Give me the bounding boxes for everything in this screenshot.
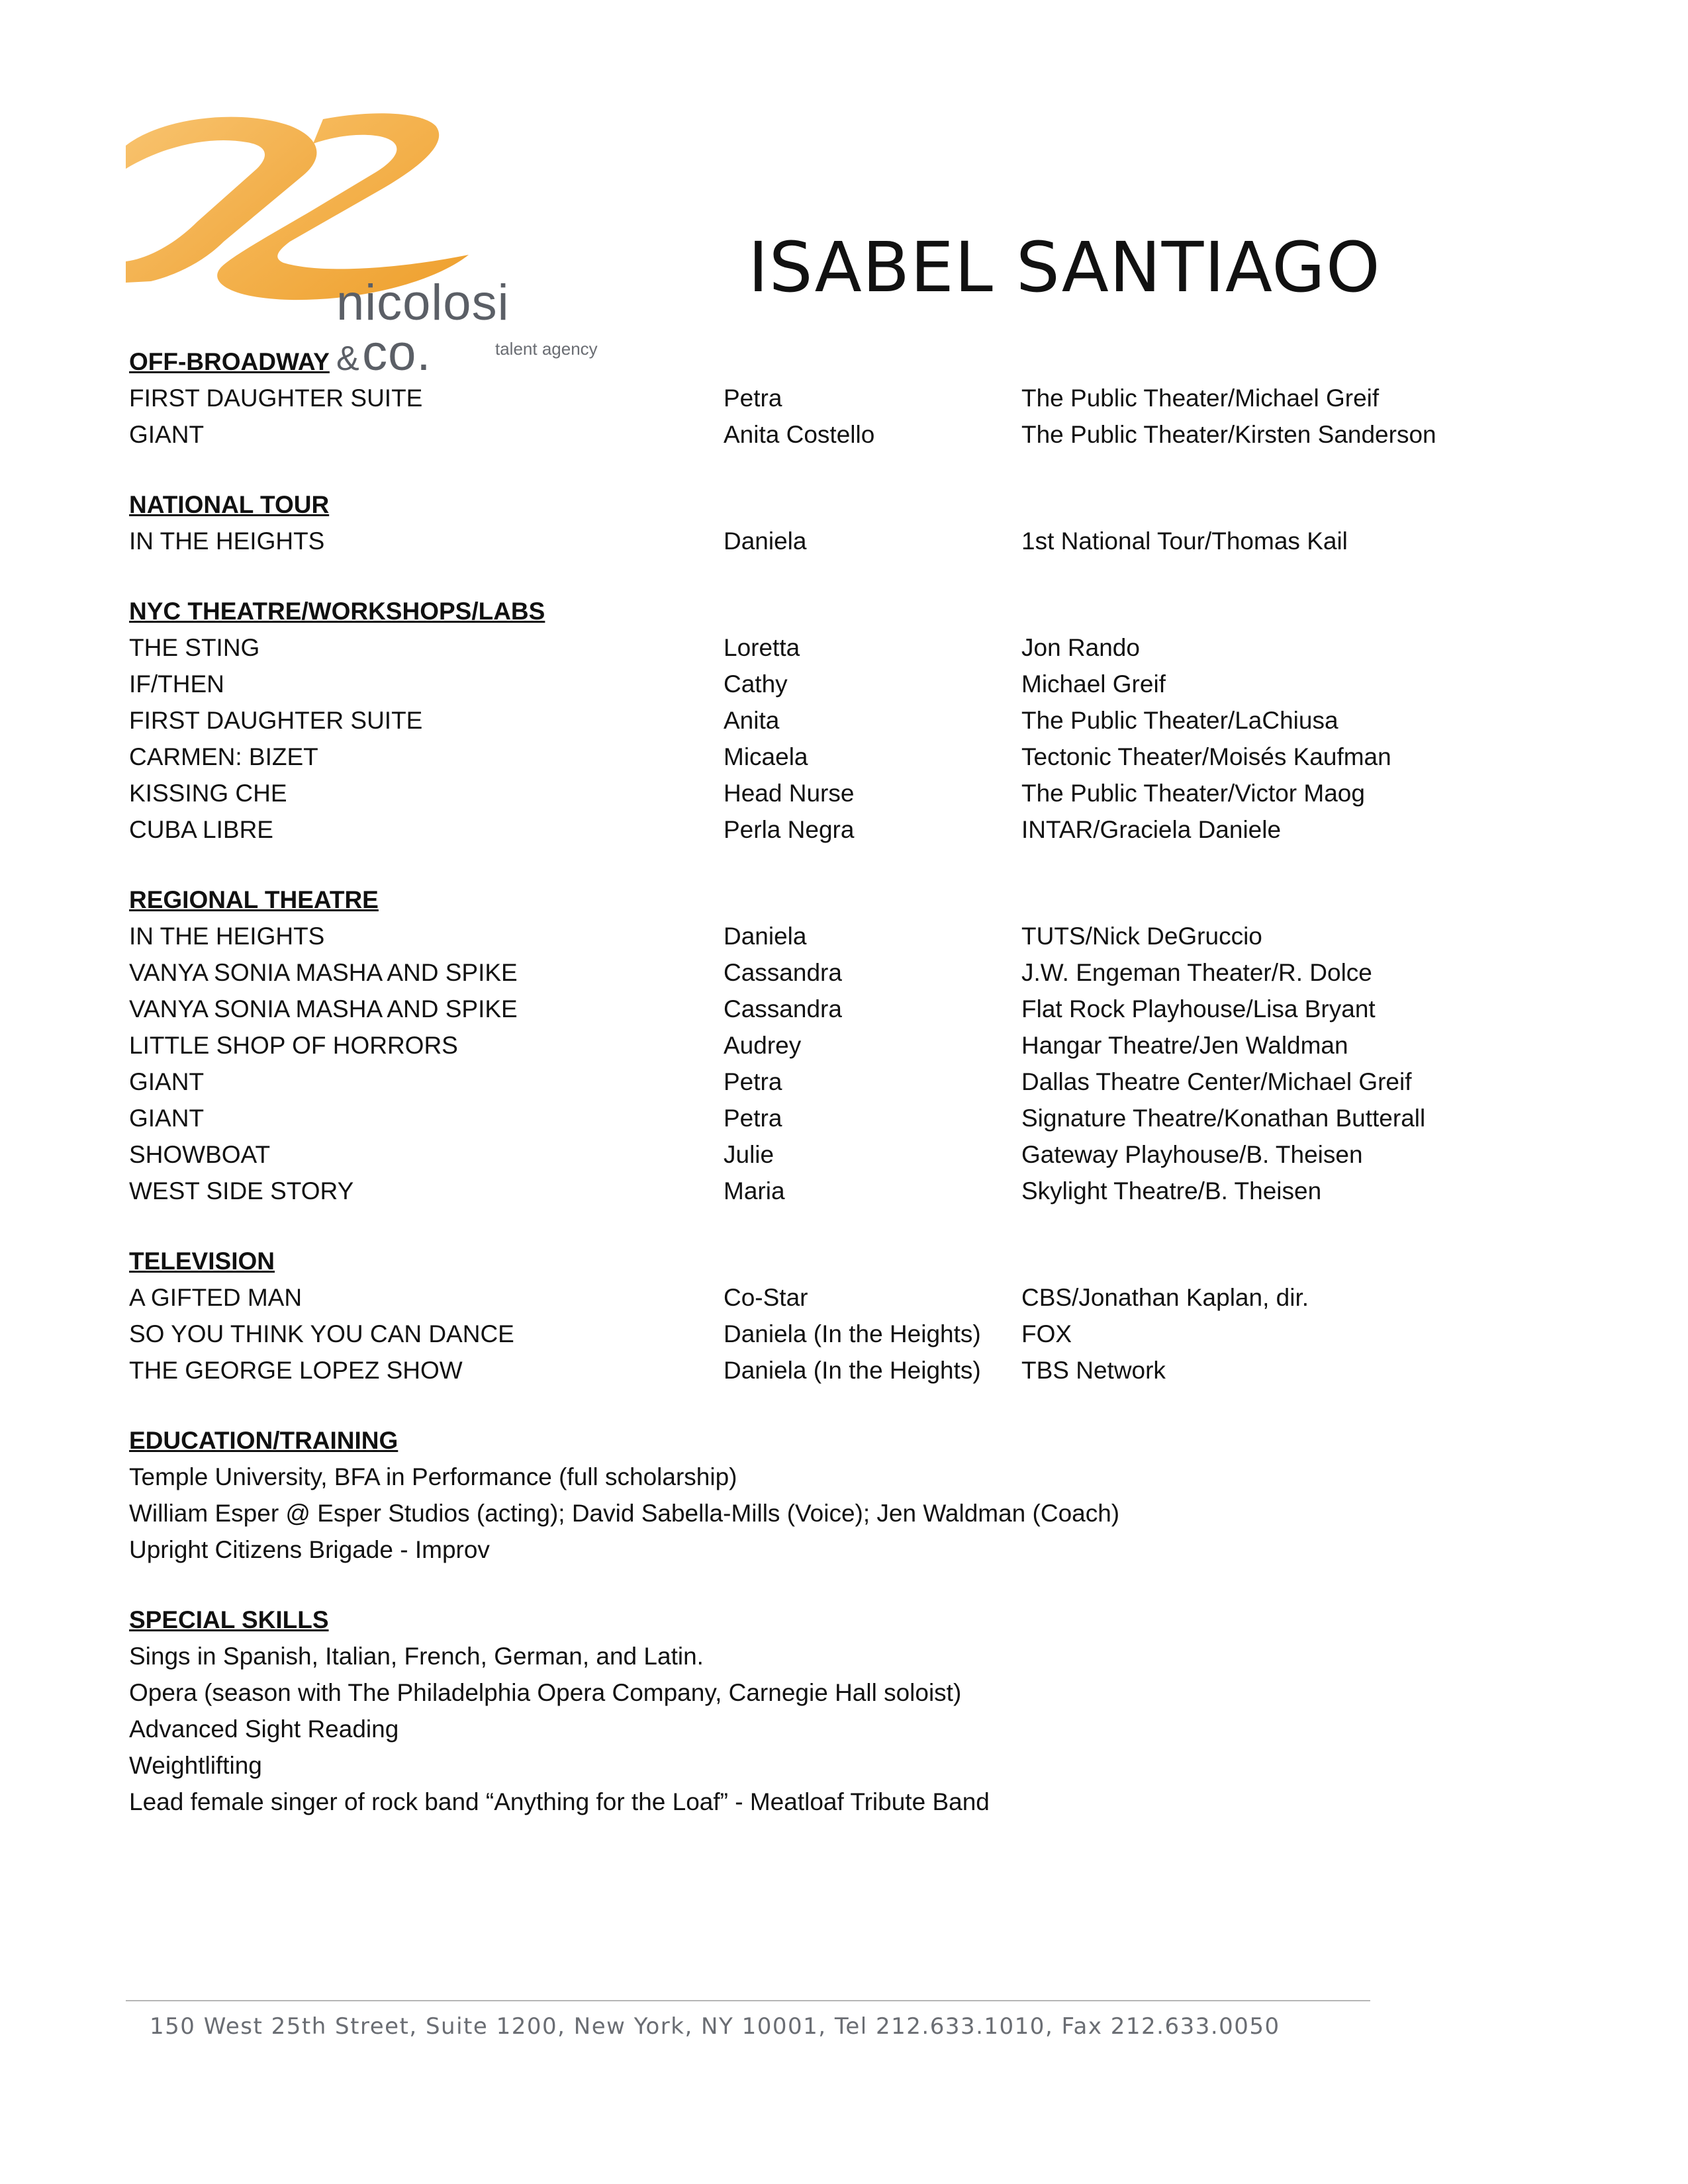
credit-row (129, 416, 1585, 453)
credit-venue: Hangar Theatre/Jen Waldman (1021, 1032, 1348, 1059)
credit-row (129, 666, 1585, 702)
section-title: NYC THEATRE/WORKSHOPS/LABS (129, 598, 545, 625)
credit-row (129, 1316, 1585, 1352)
credit-role: Cathy (724, 670, 788, 698)
credit-venue: J.W. Engeman Theater/R. Dolce (1021, 959, 1372, 986)
actor-name-heading: ISABEL SANTIAGO (748, 227, 1381, 308)
credit-role: Daniela (In the Heights) (724, 1320, 981, 1347)
section-title: REGIONAL THEATRE (129, 886, 379, 913)
credit-show: THE GEORGE LOPEZ SHOW (129, 1357, 463, 1384)
credit-row (129, 811, 1585, 848)
logo-ampersand: & (336, 340, 359, 378)
section-nyc-theatre (129, 594, 1585, 848)
credit-role: Petra (724, 1105, 782, 1132)
education-line: Temple University, BFA in Performance (full scholarship) (129, 1463, 737, 1490)
credit-role: Cassandra (724, 959, 842, 986)
credit-venue: Flat Rock Playhouse/Lisa Bryant (1021, 995, 1376, 1023)
section-off-broadway (129, 344, 1585, 453)
credit-show: GIANT (129, 1068, 205, 1095)
section-national-tour (129, 487, 1585, 559)
credit-role: Daniela (In the Heights) (724, 1357, 981, 1384)
credit-show: CARMEN: BIZET (129, 743, 318, 770)
section-title: OFF-BROADWAY (129, 348, 330, 375)
credit-role: Anita (724, 707, 780, 734)
skill-line: Lead female singer of rock band “Anything for the Loaf” - Meatloaf Tribute Band (129, 1788, 990, 1815)
credit-venue: Gateway Playhouse/B. Theisen (1021, 1141, 1363, 1168)
credit-show: FIRST DAUGHTER SUITE (129, 707, 423, 734)
credit-role: Daniela (724, 527, 807, 555)
credit-row (129, 991, 1585, 1027)
credit-show: GIANT (129, 421, 205, 448)
credit-venue: Skylight Theatre/B. Theisen (1021, 1177, 1322, 1205)
section-regional-theatre (129, 882, 1585, 1209)
credit-row (129, 380, 1585, 416)
credit-show: IN THE HEIGHTS (129, 923, 325, 950)
credit-show: CUBA LIBRE (129, 816, 273, 843)
credit-role: Co-Star (724, 1284, 808, 1311)
credit-venue: The Public Theater/LaChiusa (1021, 707, 1338, 734)
section-title: TELEVISION (129, 1248, 275, 1275)
section-special-skills (129, 1602, 1585, 1820)
credit-role: Loretta (724, 634, 800, 661)
credit-role: Micaela (724, 743, 808, 770)
credit-role: Petra (724, 1068, 782, 1095)
credit-row (129, 523, 1585, 559)
credit-role: Daniela (724, 923, 807, 950)
credit-show: IN THE HEIGHTS (129, 527, 325, 555)
credit-row (129, 918, 1585, 954)
credit-venue: The Public Theater/Michael Greif (1021, 385, 1380, 412)
credit-show: KISSING CHE (129, 780, 287, 807)
credit-show: GIANT (129, 1105, 205, 1132)
credit-show: VANYA SONIA MASHA AND SPIKE (129, 959, 518, 986)
credit-row (129, 1352, 1585, 1388)
section-title: EDUCATION/TRAINING (129, 1427, 399, 1454)
credit-show: SHOWBOAT (129, 1141, 271, 1168)
footer-divider (126, 2000, 1370, 2001)
credit-venue: FOX (1021, 1320, 1072, 1347)
credit-show: FIRST DAUGHTER SUITE (129, 385, 423, 412)
skill-line: Advanced Sight Reading (129, 1715, 399, 1743)
credit-row (129, 1279, 1585, 1316)
skill-line: Sings in Spanish, Italian, French, German, and Latin. (129, 1643, 704, 1670)
credit-show: VANYA SONIA MASHA AND SPIKE (129, 995, 518, 1023)
skill-line: Opera (season with The Philadelphia Opera Company, Carnegie Hall soloist) (129, 1679, 962, 1706)
credit-venue: Michael Greif (1021, 670, 1166, 698)
credit-venue: INTAR/Graciela Daniele (1021, 816, 1282, 843)
credit-show: IF/THEN (129, 670, 224, 698)
logo-name: nicolosi (336, 275, 510, 331)
credit-venue: Dallas Theatre Center/Michael Greif (1021, 1068, 1412, 1095)
credit-venue: Tectonic Theater/Moisés Kaufman (1021, 743, 1391, 770)
credit-venue: Signature Theatre/Konathan Butterall (1021, 1105, 1426, 1132)
credit-venue: Jon Rando (1021, 634, 1140, 661)
logo-co: co. (362, 325, 432, 381)
credit-row (129, 1100, 1585, 1136)
section-education (129, 1423, 1585, 1568)
credit-row (129, 1064, 1585, 1100)
credit-role: Julie (724, 1141, 774, 1168)
credit-show: LITTLE SHOP OF HORRORS (129, 1032, 458, 1059)
credit-venue: The Public Theater/Kirsten Sanderson (1021, 421, 1436, 448)
credit-row (129, 954, 1585, 991)
credit-role: Audrey (724, 1032, 802, 1059)
education-line: William Esper @ Esper Studios (acting); David Sabella-Mills (Voice); Jen Waldman (Coach) (129, 1500, 1120, 1527)
credit-row (129, 775, 1585, 811)
resume-body (129, 344, 1585, 1854)
credit-venue: TBS Network (1021, 1357, 1166, 1384)
credit-show: SO YOU THINK YOU CAN DANCE (129, 1320, 514, 1347)
credit-row (129, 629, 1585, 666)
credit-row (129, 1027, 1585, 1064)
credit-venue: TUTS/Nick DeGruccio (1021, 923, 1262, 950)
credit-role: Cassandra (724, 995, 842, 1023)
credit-row (129, 1136, 1585, 1173)
skill-line: Weightlifting (129, 1752, 262, 1779)
footer-contact: 150 West 25th Street, Suite 1200, New York, NY 10001, Tel 212.633.1010, Fax 212.633.0050 (150, 2013, 1280, 2040)
credit-venue: 1st National Tour/Thomas Kail (1021, 527, 1348, 555)
credit-row (129, 739, 1585, 775)
credit-role: Anita Costello (724, 421, 875, 448)
logo-tagline: talent agency (495, 339, 598, 359)
education-line: Upright Citizens Brigade - Improv (129, 1536, 490, 1563)
credit-role: Head Nurse (724, 780, 855, 807)
credit-role: Maria (724, 1177, 785, 1205)
credit-show: THE STING (129, 634, 260, 661)
section-title: SPECIAL SKILLS (129, 1606, 329, 1633)
credit-venue: The Public Theater/Victor Maog (1021, 780, 1365, 807)
section-television (129, 1244, 1585, 1388)
credit-role: Petra (724, 385, 782, 412)
credit-venue: CBS/Jonathan Kaplan, dir. (1021, 1284, 1309, 1311)
section-title: NATIONAL TOUR (129, 491, 330, 518)
credit-role: Perla Negra (724, 816, 855, 843)
credit-show: WEST SIDE STORY (129, 1177, 354, 1205)
credit-row (129, 702, 1585, 739)
credit-row (129, 1173, 1585, 1209)
credit-show: A GIFTED MAN (129, 1284, 303, 1311)
